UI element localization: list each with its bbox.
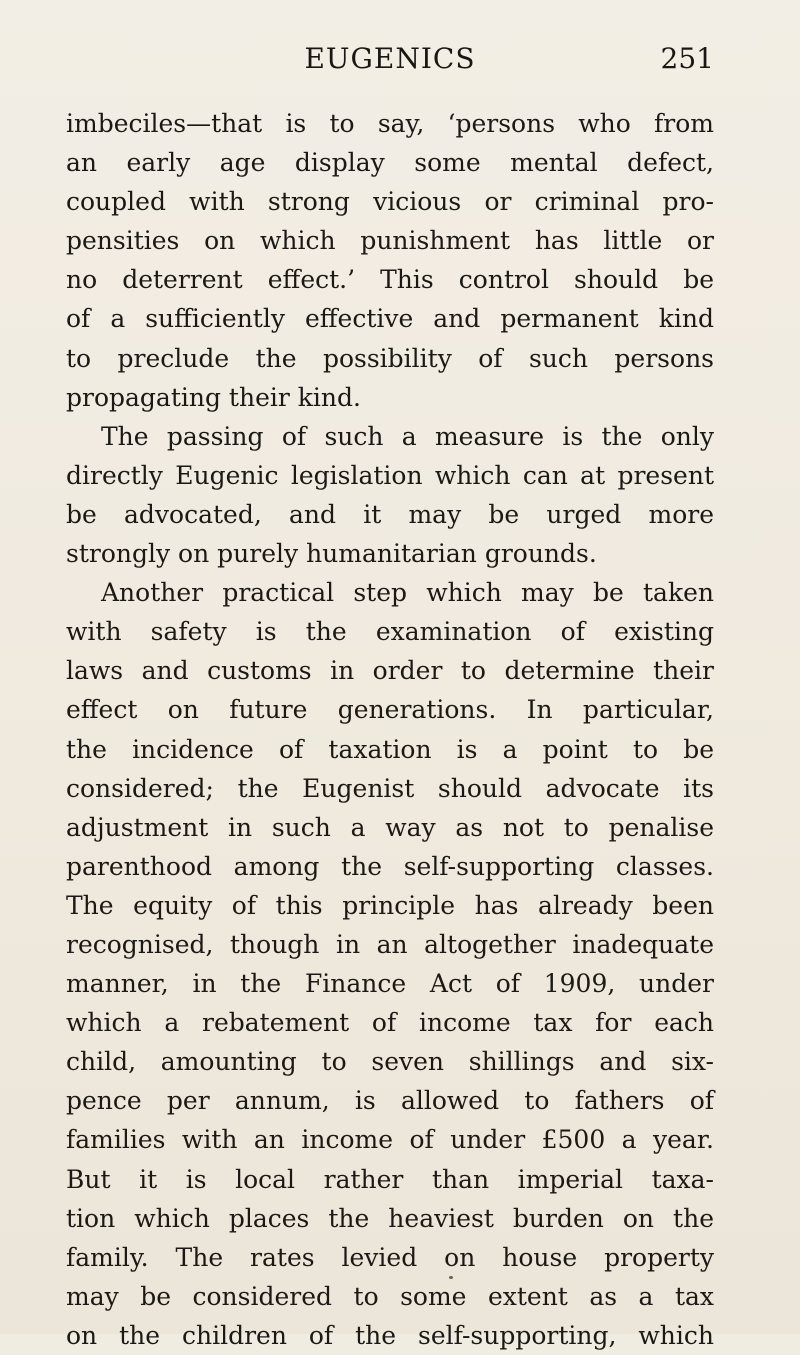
text-line: imbeciles—that is to say, ‘persons who from	[66, 109, 714, 138]
text-line: on the children of the self-supporting, which	[66, 1320, 714, 1350]
text-line: But it is local rather than imperial taxa-	[66, 1164, 714, 1194]
text-line: no deterrent effect.’ This control should be	[66, 265, 714, 295]
text-line: The passing of such a measure is the only	[101, 421, 714, 451]
text-line: of a sufficiently effective and permanent kind	[66, 304, 714, 334]
text-line: The equity of this principle has already been	[66, 890, 714, 920]
text-line: strongly on purely humanitarian grounds.	[66, 539, 597, 569]
text-line: Another practical step which may be taken	[101, 578, 714, 608]
text-line: directly Eugenic legislation which can at present	[66, 460, 714, 490]
body-text	[66, 104, 714, 1355]
text-line: pensities on which punishment has little or	[66, 226, 714, 256]
running-title: EUGENICS	[304, 42, 476, 75]
text-line: considered; the Eugenist should advocate its	[66, 773, 714, 803]
text-line: be advocated, and it may be urged more	[66, 499, 714, 529]
text-line: coupled with strong vicious or criminal pro-	[66, 187, 714, 217]
text-line: tion which places the heaviest burden on the	[66, 1203, 714, 1233]
text-line: child, amounting to seven shillings and six-	[66, 1047, 714, 1077]
text-line: laws and customs in order to determine their	[66, 656, 714, 686]
text-line: propagating their kind.	[66, 382, 361, 412]
text-line: manner, in the Finance Act of 1909, under	[66, 969, 714, 999]
text-line: may be considered to some extent as a tax	[66, 1281, 714, 1311]
text-line: which a rebatement of income tax for each	[66, 1008, 714, 1038]
page-header	[66, 42, 714, 82]
ink-speck	[449, 1276, 453, 1279]
text-line: pence per annum, is allowed to fathers of	[66, 1086, 714, 1116]
page-number: 251	[660, 42, 714, 75]
text-line: family. The rates levied on house property	[66, 1242, 714, 1272]
text-line: effect on future generations. In particular,	[66, 695, 714, 725]
text-line: the incidence of taxation is a point to be	[66, 734, 714, 764]
text-line: parenthood among the self-supporting classes.	[66, 851, 714, 881]
text-line: adjustment in such a way as not to penalise	[66, 812, 714, 842]
text-line: families with an income of under £500 a year.	[66, 1125, 714, 1155]
text-line: with safety is the examination of existing	[66, 617, 714, 647]
text-line: recognised, though in an altogether inadequate	[66, 929, 714, 959]
text-line: an early age display some mental defect,	[66, 148, 714, 178]
text-line: to preclude the possibility of such persons	[66, 343, 714, 373]
